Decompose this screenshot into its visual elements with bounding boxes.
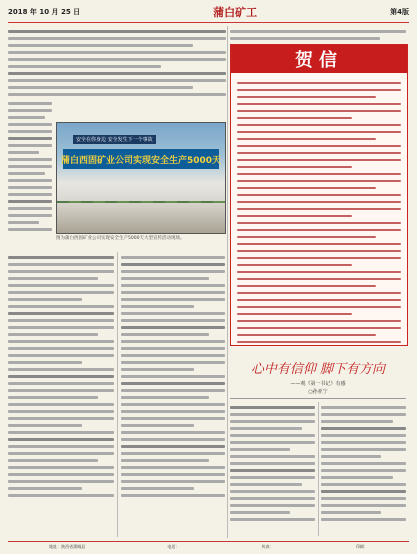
news-photo	[56, 122, 226, 234]
feature-byline: ○孙亚宁	[308, 389, 328, 395]
photo-banner	[60, 149, 222, 169]
photo-slogan: 安全在你身边 安全发生下一个事故	[73, 135, 156, 144]
article-left-narrow	[8, 98, 52, 248]
congratulations-title-bar	[231, 45, 407, 73]
feature-title: 心中有信仰 脚下有方向	[250, 362, 386, 377]
photo-caption: 图为蒲白西固矿业公司实现安全生产5000天大型宣传活动现场。	[56, 236, 185, 241]
feature-body-left	[230, 402, 315, 536]
congratulations-title: 贺信	[295, 50, 343, 71]
page-header	[8, 2, 409, 23]
article-main-left	[8, 252, 114, 537]
feature-article-header	[230, 352, 406, 399]
article-top-right	[230, 26, 406, 42]
article-main-middle	[121, 252, 225, 537]
issue-date: 2018 年 10 月 25 日	[8, 8, 81, 16]
congratulations-body	[231, 73, 407, 346]
edition-number: 第4版	[390, 8, 409, 16]
photo-banner-text: 蒲白西固矿业公司实现安全生产5000天	[60, 155, 222, 166]
footer-print: 印刷：	[355, 543, 368, 549]
footer-fax: 传真：	[261, 543, 274, 549]
article-top-left	[8, 26, 226, 96]
page-footer	[8, 541, 409, 551]
masthead: 蒲白矿工	[213, 6, 258, 19]
footer-tel: 电话：	[167, 543, 180, 549]
footer-address: 地址：陕西省蒲城县	[49, 543, 86, 549]
feature-body-right	[321, 402, 406, 536]
congratulations-letter	[230, 44, 408, 346]
feature-subtitle: ——观《第一书记》有感	[290, 381, 346, 387]
